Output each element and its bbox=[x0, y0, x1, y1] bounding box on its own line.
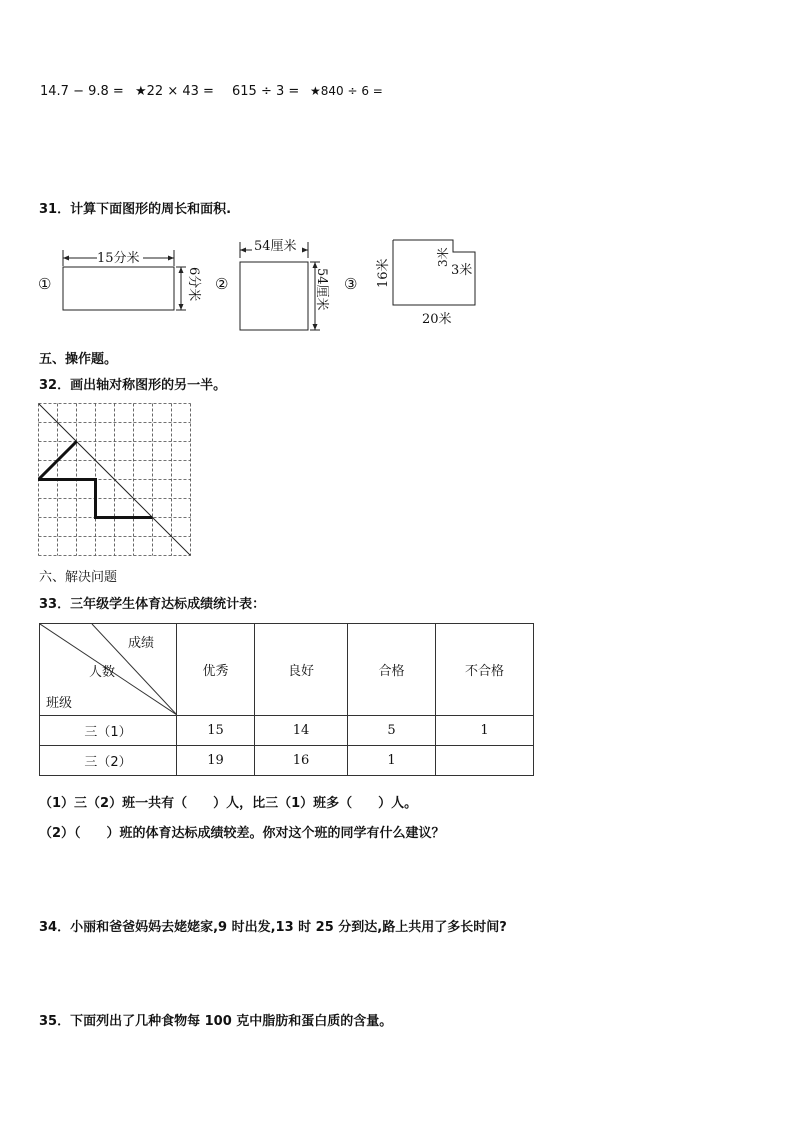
q34-title: 34．小丽和爸爸妈妈去姥姥家,9 时出发,13 时 25 分到达,路上共用了多长时间? bbox=[39, 920, 507, 935]
table-cell: 5 bbox=[348, 716, 436, 746]
table-row bbox=[40, 746, 534, 776]
table-cell: 1 bbox=[348, 746, 436, 776]
q33-sub1: （1）三（2）班一共有（ ）人，比三（1）班多（ ）人。 bbox=[39, 796, 418, 811]
fig3-marker: ③ bbox=[344, 275, 358, 293]
table-header-row bbox=[40, 624, 534, 716]
q32-grid bbox=[38, 403, 192, 557]
section-5-heading: 五、操作题。 bbox=[39, 352, 118, 367]
q31-figures bbox=[0, 230, 794, 350]
column-header: 合格 bbox=[348, 624, 436, 716]
header-corner-bottom: 班级 bbox=[46, 696, 73, 711]
header-corner-middle: 人数 bbox=[89, 665, 116, 680]
fig1-rectangle bbox=[63, 267, 174, 310]
fig1-marker: ① bbox=[38, 275, 52, 293]
column-header: 优秀 bbox=[177, 624, 255, 716]
fig2-width-label: 54厘米 bbox=[254, 239, 297, 254]
table-cell bbox=[436, 746, 534, 776]
table-cell: 15 bbox=[177, 716, 255, 746]
header-corner-top: 成绩 bbox=[128, 636, 155, 651]
header-corner-cell bbox=[40, 624, 177, 716]
fig3-notch-v-label: 3米 bbox=[436, 247, 450, 267]
q35-title: 35．下面列出了几种食物每 100 克中脂肪和蛋白质的含量。 bbox=[39, 1014, 393, 1029]
q32-title: 32．画出轴对称图形的另一半。 bbox=[39, 378, 227, 393]
row-label: 三（1） bbox=[40, 716, 177, 746]
q33-sub2: （2）（ ）班的体育达标成绩较差。你对这个班的同学有什么建议？ bbox=[39, 826, 445, 841]
fig3-left-label: 16米 bbox=[376, 258, 391, 288]
fig2-height-label: 54厘米 bbox=[314, 268, 329, 311]
calc-item-4: ★840 ÷ 6 = bbox=[310, 84, 383, 98]
calc-item-2: ★22 × 43 = bbox=[135, 84, 214, 99]
table-cell: 14 bbox=[255, 716, 348, 746]
table-row bbox=[40, 716, 534, 746]
calc-item-3: 615 ÷ 3 = bbox=[232, 84, 300, 99]
section-6-heading: 六、解决问题 bbox=[39, 570, 118, 585]
q33-title: 33．三年级学生体育达标成绩统计表： bbox=[39, 597, 266, 612]
table-cell: 19 bbox=[177, 746, 255, 776]
fig1-width-label: 15分米 bbox=[97, 251, 140, 266]
column-header: 不合格 bbox=[436, 624, 534, 716]
stats-table bbox=[39, 623, 534, 776]
calc-item-1: 14.7 − 9.8 = bbox=[40, 84, 124, 99]
column-header: 良好 bbox=[255, 624, 348, 716]
q31-title: 31．计算下面图形的周长和面积. bbox=[39, 202, 232, 217]
fig3-bottom-label: 20米 bbox=[422, 312, 452, 327]
table-cell: 1 bbox=[436, 716, 534, 746]
fig2-marker: ② bbox=[215, 275, 229, 293]
fig1-height-label: 6分米 bbox=[186, 267, 201, 302]
fig3-notch-h-label: 3米 bbox=[451, 263, 473, 278]
row-label: 三（2） bbox=[40, 746, 177, 776]
table-cell: 16 bbox=[255, 746, 348, 776]
fig2-square bbox=[240, 262, 308, 330]
